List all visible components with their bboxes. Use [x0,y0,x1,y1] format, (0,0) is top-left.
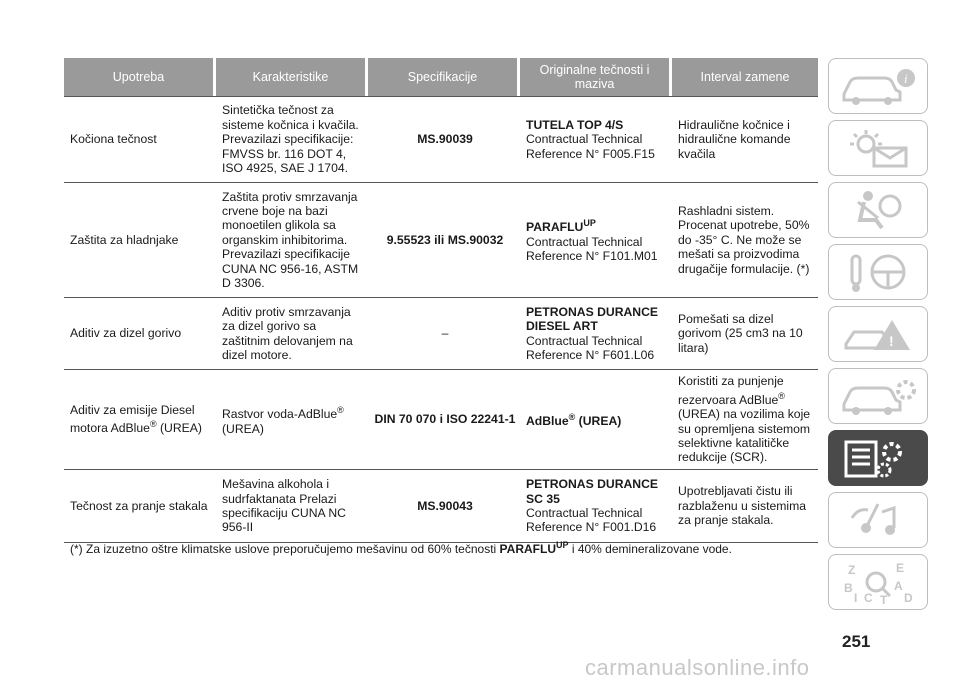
cell-interval: Upotrebljavati čistu ili razblaženu u sistemima za pranje stakala. [678,484,807,528]
fluid-name: PETRONAS DURANCE DIESEL ART [526,304,659,334]
svg-text:I: I [854,591,858,604]
fluid-name: PARAFLU [526,220,584,235]
cell-fluid [520,183,672,297]
cell-use: Tečnost za pranje stakala [70,498,208,513]
cell-characteristics: Rastvor voda-AdBlue® (UREA) [222,405,344,436]
tab-index[interactable] [828,554,928,610]
footnote: (*) Za izuzetno oštre klimatske uslove preporučujemo mešavinu od 60% tečnosti $PARAFLU^{UP}$ i 40% demineralizovane vode. [70,540,732,556]
table-row [64,370,818,470]
header-use: Upotreba [64,58,216,96]
cell-characteristics: Sintetička tečnost za sisteme kočnica i kvačila. Prevazilazi specifikacije: FMVSS br. 116 DOT 4, ISO 4925, SAE J 1704. [222,103,359,176]
cell-spec: 9.55523 ili MS.90032 [386,232,504,247]
cell-interval: Pomešati sa dizel gorivom (25 cm3 na 10 litara) [678,311,803,355]
svg-text:E: E [896,561,905,575]
tab-car-info[interactable] [828,58,928,114]
page-number: 251 [842,632,871,651]
cell-characteristics: Mešavina alkohola i sudrfaktanata Prelazi specifikaciju CUNA NC 956-II [222,477,346,535]
tab-maintenance[interactable] [828,368,928,424]
tab-warning-lights[interactable] [828,120,928,176]
tab-emergency[interactable] [828,306,928,362]
header-characteristics: Karakteristike [216,58,368,96]
cell-characteristics: Zaštita protiv smrzavanja crvene boje na bazi monoetilen glikola sa organskim inhibitorima. Prevazilazi specifikacije CUNA NC 956-16, ASTM D 3306. [222,189,359,291]
table-row [64,97,818,183]
svg-text:i: i [904,71,908,86]
table-row [64,298,818,370]
cell-fluid [520,298,672,369]
fluid-ref: Contractual Technical Reference N° F101.M01 [526,234,658,264]
cell-spec: – [441,326,449,341]
svg-text:Z: Z [848,563,856,577]
specs-table [64,58,818,543]
cell-fluid [520,470,672,542]
cell-characteristics: Aditiv protiv smrzavanja za dizel gorivo sa zaštitnim delovanjem na dizel motore. [222,304,353,362]
cell-spec: DIN 70 070 i ISO 22241-1 [374,412,516,427]
cell-fluid [520,97,672,182]
cell-interval: Koristiti za punjenje rezervoara AdBlue® (UREA) na vozilima koje su opremljena sistemom selektivne katalitičke redukcije (SCR). [678,374,811,465]
fluid-name: TUTELA TOP 4/S [526,117,624,132]
tab-technical-data[interactable] [828,430,928,486]
cell-spec: MS.90039 [417,132,473,147]
svg-text:B: B [844,581,853,595]
svg-text:D: D [904,591,913,604]
fluid-ref: Contractual Technical Reference N° F001.D16 [526,506,657,535]
svg-text:A: A [894,579,903,593]
header-fluids: Originalne tečnosti i maziva [520,58,672,96]
cell-spec: MS.90043 [417,498,473,513]
fluid-sup: UP [583,218,596,229]
fluid-name: PETRONAS DURANCE SC 35 [526,477,659,506]
car-info-icon [838,64,918,108]
table-row [64,470,818,543]
table-row [64,183,818,298]
airbag-icon [838,188,918,232]
watermark: carmanualsonline.info [585,655,810,680]
cell-interval: Rashladni sistem. Procenat upotrebe, 50% do -35° C. Ne može se mešati sa proizvodima drugačije formulacije. (*) [678,203,810,276]
tab-starting-driving[interactable] [828,244,928,300]
svg-text:!: ! [889,333,894,349]
cell-use: Aditiv za emisije Diesel motora AdBlue® (UREA) [70,403,202,436]
cell-use: Zaštita za hladnjake [70,232,179,247]
fluid-ref: Contractual Technical Reference N° F005.F15 [526,132,655,161]
table-header [64,58,818,96]
index-icon [838,560,918,604]
cell-use: Kočiona tečnost [70,132,157,147]
emergency-icon [838,312,918,356]
tab-multimedia[interactable] [828,492,928,548]
steering-start-icon [838,250,918,294]
cell-interval: Hidraulične kočnice i hidraulične komande kvačila [678,117,791,161]
cell-use: Aditiv za dizel gorivo [70,326,182,341]
multimedia-icon [838,498,918,542]
technical-data-icon [838,436,918,480]
header-specifications: Specifikacije [368,58,520,96]
svg-text:T: T [880,593,888,604]
fluid-name: AdBlue [526,414,569,429]
svg-text:C: C [864,591,873,604]
header-interval: Interval zamene [672,58,818,96]
warning-lights-icon [838,126,918,170]
chapter-tabs [828,58,928,616]
cell-fluid: AdBlue® (UREA) [526,412,622,429]
fluid-ref: Contractual Technical Reference N° F601.L06 [526,333,655,362]
car-maintenance-icon [838,374,918,418]
tab-safety[interactable] [828,182,928,238]
